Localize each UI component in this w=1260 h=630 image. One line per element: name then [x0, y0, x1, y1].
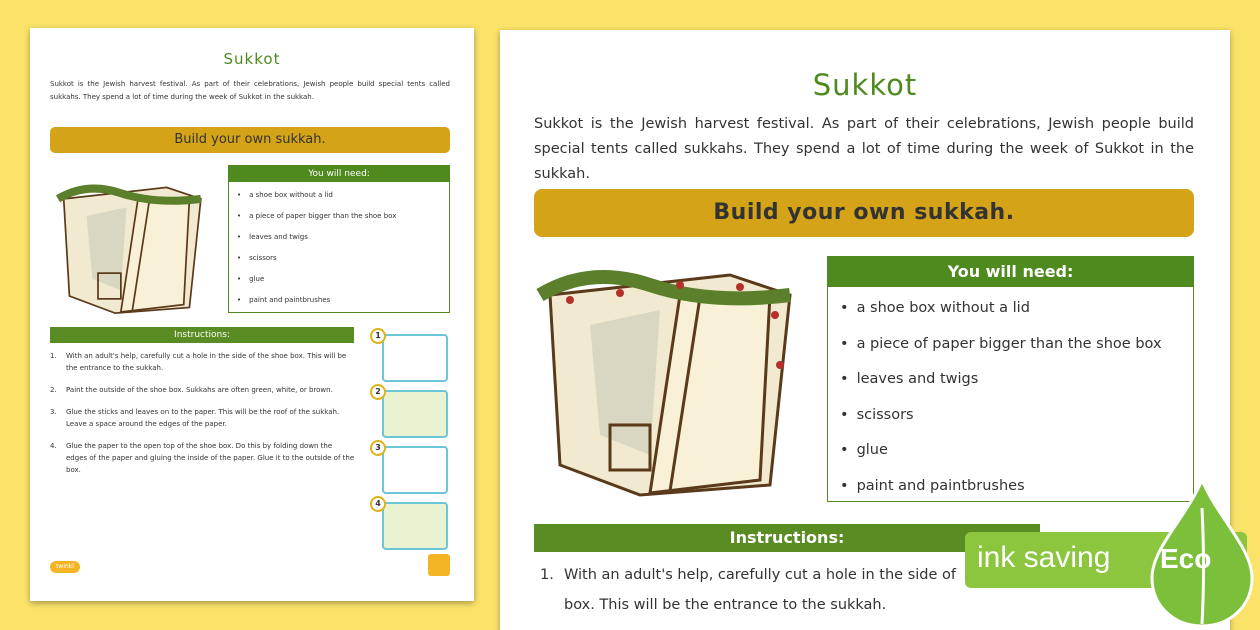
step-image-2 [382, 390, 448, 438]
step-image-3 [382, 446, 448, 494]
step-number: 2. [50, 386, 57, 394]
instructions-heading: Instructions: [50, 327, 354, 343]
sheet-title: Sukkot [812, 68, 918, 102]
step-number: 1. [540, 567, 554, 583]
needs-box [827, 256, 1194, 502]
needs-list [229, 182, 449, 314]
step-number: 1. [50, 352, 57, 360]
needs-item: • a shoe box without a lid [237, 185, 441, 206]
needs-item: • glue [840, 433, 1181, 469]
sukkah-illustration [50, 176, 210, 316]
step-number: 4. [50, 442, 57, 450]
needs-item: • leaves and twigs [840, 362, 1181, 398]
step-text: Glue the paper to the open top of the shoe box. Do this by folding down the edges of the paper and gluing the inside of the paper. Glue it to the outside of the box. [66, 442, 355, 474]
step-badge: 1 [370, 328, 386, 344]
step-badge: 3 [370, 440, 386, 456]
build-banner: Build your own sukkah. [50, 127, 450, 153]
step-badge: 4 [370, 496, 386, 512]
step-text: Glue the sticks and leaves on to the paper. This will be the roof of the sukkah. Leave a space around the edges of the paper. [66, 408, 340, 428]
instructions-heading: Instructions: [534, 524, 1040, 552]
step-text: With an adult's help, carefully cut a hole in the side of the shoe box. This will be the entrance to the sukkah. [66, 352, 347, 372]
needs-item: • paint and paintbrushes [840, 469, 1181, 505]
sheet-title: Sukkot [223, 50, 281, 68]
needs-heading: You will need: [229, 166, 449, 182]
needs-item: • leaves and twigs [237, 227, 441, 248]
needs-item: • paint and paintbrushes [237, 290, 441, 311]
instruction-steps [540, 560, 1000, 620]
intro-text: Sukkot is the Jewish harvest festival. As part of their celebrations, Jewish people build special tents called sukkahs. They spend a lot of time during the week of Sukkot in the sukkah. [534, 116, 1194, 182]
needs-item: • glue [237, 269, 441, 290]
twinkl-logo: twinkl [50, 561, 80, 573]
instruction-step [540, 560, 1000, 590]
instruction-step [50, 384, 355, 396]
needs-item: • a shoe box without a lid [840, 291, 1181, 327]
step-image-4 [382, 502, 448, 550]
instruction-step-continued [540, 590, 1000, 620]
step-text: With an adult's help, carefully cut a hole in the side of [564, 567, 956, 583]
instruction-step [50, 350, 355, 374]
needs-item: • a piece of paper bigger than the shoe box [840, 327, 1181, 363]
needs-item: • scissors [237, 248, 441, 269]
ink-saving-label: ink saving [977, 541, 1111, 574]
needs-heading: You will need: [828, 257, 1193, 287]
needs-item: • a piece of paper bigger than the shoe box [237, 206, 441, 227]
step-image-1 [382, 334, 448, 382]
eco-label: Eco [1160, 543, 1212, 574]
needs-list [828, 287, 1193, 508]
needs-item: • scissors [840, 398, 1181, 434]
instruction-steps [50, 350, 355, 486]
build-banner: Build your own sukkah. [534, 189, 1194, 237]
step-badge: 2 [370, 384, 386, 400]
intro-text: Sukkot is the Jewish harvest festival. As part of their celebrations, Jewish people build special tents called sukkahs. They spend a lot of time during the week of Sukkot in the sukkah. [50, 80, 450, 101]
preview-sheet-thumbnail[interactable] [30, 28, 474, 601]
needs-box [228, 165, 450, 313]
sukkah-illustration [530, 255, 802, 500]
instruction-step [50, 406, 355, 430]
step-text: box. This will be the entrance to the sukkah. [564, 597, 887, 613]
instruction-step [50, 440, 355, 476]
step-text: Paint the outside of the shoe box. Sukkahs are often green, white, or brown. [66, 386, 333, 394]
step-number: 3. [50, 408, 57, 416]
footer-logo-icon [428, 554, 450, 576]
